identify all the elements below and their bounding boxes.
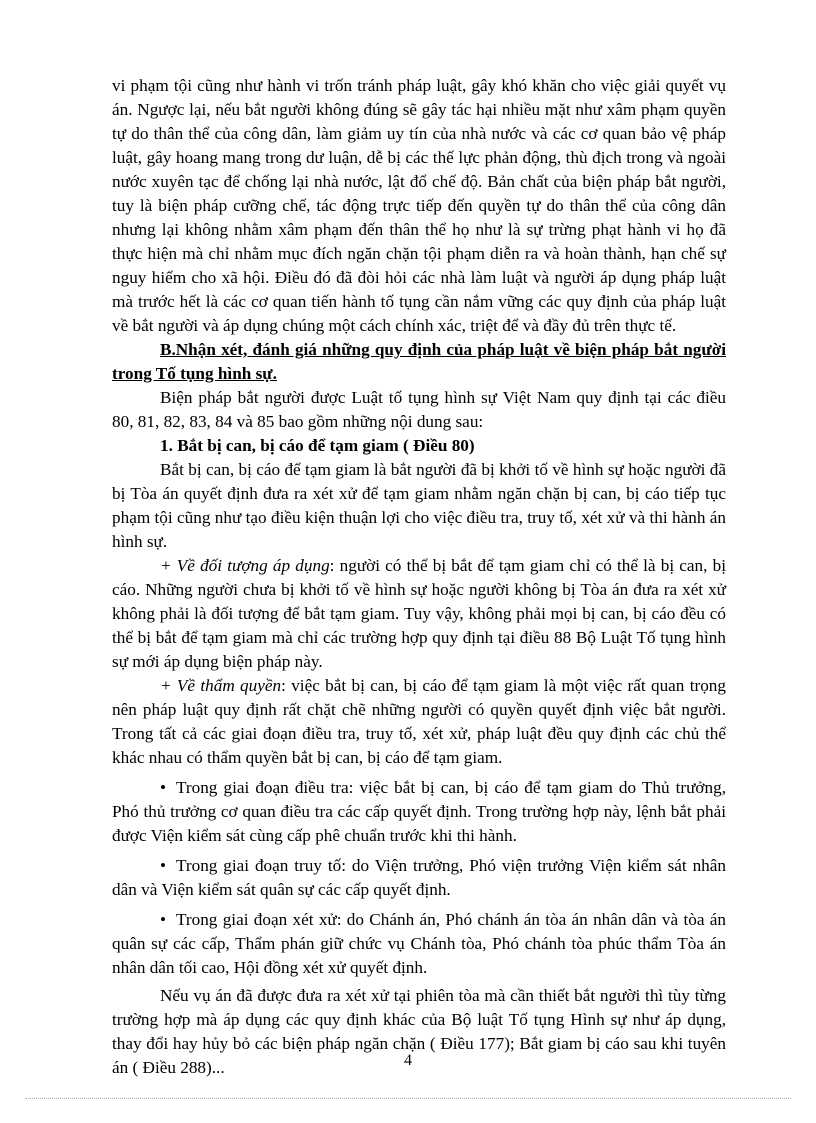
page-number: 4 <box>404 1052 412 1069</box>
bullet-icon: • <box>160 856 167 875</box>
paragraph-trial: Nếu vụ án đã được đưa ra xét xử tại phiên tòa mà cần thiết bắt người thì tùy từng trường hợp mà áp dụng các quy định khác của Bộ luật Tố tụng Hình sự như áp dụng, thay đổi hay hủy bỏ các biện pháp ngăn chặn ( Điều 177); Bắt giam bị cáo sau khi tuyên án ( Điều 288)... <box>112 986 726 1077</box>
document-body <box>112 74 726 1080</box>
list-item <box>112 854 726 902</box>
paragraph-definition: Bắt bị can, bị cáo để tạm giam là bắt người đã bị khởi tố về hình sự hoặc người đã bị Tòa án quyết định đưa ra xét xử để tạm giam nhằm ngăn chặn bị can, bị cáo tiếp tục phạm tội cũng như tạo điều kiện thuận lợi cho việc điều tra, truy tố, xét xử và thi hành án hình sự. <box>112 460 726 551</box>
list-item-text: Trong giai đoạn điều tra: việc bắt bị can, bị cáo để tạm giam do Thủ trưởng, Phó thủ trưởng cơ quan điều tra các cấp quyết định. Trong trường hợp này, lệnh bắt phải được Viện kiểm sát cùng cấp phê chuẩn trước khi thi hành. <box>112 778 726 845</box>
bullet-icon: • <box>160 778 167 797</box>
bullet-icon: • <box>160 910 167 929</box>
paragraph-authority-text: : việc bắt bị can, bị cáo để tạm giam là một việc rất quan trọng nên pháp luật quy định rất chặt chẽ những người có quyền quyết định việc bắt người. Trong tất cả các giai đoạn điều tra, truy tố, xét xử, pháp luật đều quy định các chủ thể khác nhau có thẩm quyền bắt bị can, bị cáo để tạm giam. <box>112 676 726 767</box>
paragraph-authority <box>112 674 726 770</box>
paragraph-subject-text: : người có thể bị bắt để tạm giam chỉ có thể là bị can, bị cáo. Những người chưa bị khởi tố về hình sự hoặc người không bị Tòa án đưa ra xét xử không phải là đối tượng để bắt tạm giam. Tuy vậy, không phải mọi bị can, bị cáo đều có thể bị bắt để tạm giam mà chỉ các trường hợp quy định tại điều 88 Bộ Luật Tố tụng hình sự mới áp dụng biện pháp này. <box>112 556 726 671</box>
section-heading-b: B.Nhận xét, đánh giá những quy định của pháp luật về biện pháp bắt người trong Tố tụng hình sự. <box>112 340 726 383</box>
list-item <box>112 908 726 980</box>
italic-lead-authority: + Về thẩm quyền <box>160 676 282 695</box>
paragraph-subject <box>112 554 726 674</box>
list-item-text: Trong giai đoạn xét xử: do Chánh án, Phó chánh án tòa án nhân dân và tòa án quân sự các cấp, Thẩm phán giữ chức vụ Chánh tòa, Phó chánh tòa phúc thẩm Tòa án nhân dân tối cao, Hội đồng xét xử quyết định. <box>112 910 726 977</box>
italic-lead-subject: + Về đối tượng áp dụng <box>160 556 330 575</box>
paragraph-intro: vi phạm tội cũng như hành vi trốn tránh pháp luật, gây khó khăn cho việc giải quyết vụ án. Ngược lại, nếu bắt người không đúng sẽ gây tác hại nhiều mặt như xâm phạm quyền tự do thân thể của công dân, làm giảm uy tín của nhà nước và các cơ quan bảo vệ pháp luật, gây hoang mang trong dư luận, dễ bị các thế lực phản động, thù địch trong và ngoài nước xuyên tạc để chống lại nhà nước, lật đổ chế độ. Bản chất của biện pháp bắt người, tuy là biện pháp cưỡng chế, tác động trực tiếp đến quyền tự do thân thể của công dân nhưng lại không nhằm xâm phạm đến thân thể họ như là sự trừng phạt hành vi họ đã thực hiện mà chỉ nhằm mục đích ngăn chặn tội phạm diễn ra và hoàn thành, hạn chế sự nguy hiểm cho xã hội. Điều đó đã đòi hỏi các nhà làm luật và người áp dụng pháp luật mà trước hết là các cơ quan tiến hành tố tụng cần nắm vững các quy định của pháp luật về bắt người và áp dụng chúng một cách chính xác, triệt để và đầy đủ trên thực tế. <box>112 76 726 335</box>
paragraph-overview: Biện pháp bắt người được Luật tố tụng hình sự Việt Nam quy định tại các điều 80, 81, 82, 83, 84 và 85 bao gồm những nội dung sau: <box>112 388 726 431</box>
list-item-text: Trong giai đoạn truy tố: do Viện trưởng, Phó viện trưởng Viện kiểm sát nhân dân và Viện kiểm sát quân sự các cấp quyết định. <box>112 856 726 899</box>
subsection-heading-1: 1. Bắt bị can, bị cáo để tạm giam ( Điều 80) <box>160 436 475 455</box>
footer-divider <box>25 1098 791 1099</box>
list-item <box>112 776 726 848</box>
